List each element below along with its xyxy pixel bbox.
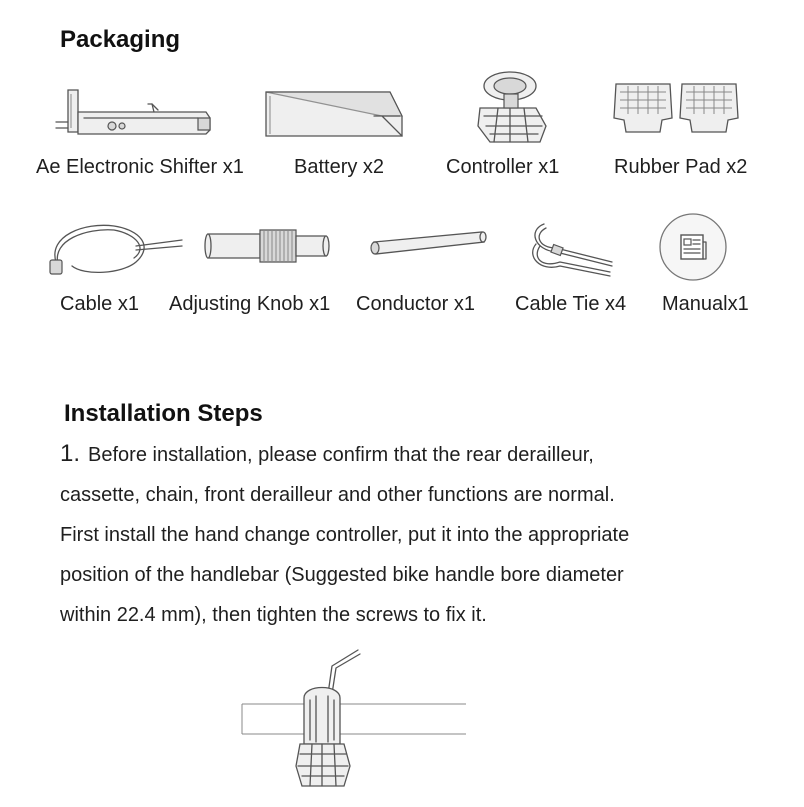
caption-electronic-shifter: Ae Electronic Shifter x1 xyxy=(36,156,244,178)
caption-battery: Battery x2 xyxy=(294,156,385,178)
handlebar-controller-installation-icon xyxy=(240,646,470,804)
manual-icon xyxy=(658,212,728,282)
caption-cable-tie: Cable Tie x4 xyxy=(515,293,627,315)
step-1-line-3: First install the hand change controller, put it into the appropriate xyxy=(60,524,630,546)
installation-title: Installation Steps xyxy=(64,400,263,427)
step-text: Before installation, please confirm that the rear derailleur, xyxy=(88,444,594,466)
adjusting-knob-icon xyxy=(204,226,332,266)
conductor-icon xyxy=(368,228,488,262)
electronic-shifter-icon xyxy=(48,84,216,144)
packaging-title: Packaging xyxy=(60,26,181,53)
rubber-pad-icon xyxy=(610,78,740,138)
caption-controller: Controller x1 xyxy=(446,156,560,178)
step-1-line-5: within 22.4 mm), then tighten the screws to fix it. xyxy=(60,604,487,626)
caption-manual: Manualx1 xyxy=(662,293,749,315)
caption-rubber-pad: Rubber Pad x2 xyxy=(614,156,748,178)
caption-conductor: Conductor x1 xyxy=(356,293,475,315)
caption-adjusting-knob: Adjusting Knob x1 xyxy=(169,293,331,315)
cable-icon xyxy=(44,216,186,282)
battery-icon xyxy=(262,84,408,144)
step-1-line-1 xyxy=(60,440,594,468)
caption-cable: Cable x1 xyxy=(60,293,139,315)
cable-tie-icon xyxy=(526,216,618,284)
controller-icon xyxy=(470,68,552,148)
step-1-line-4: position of the handlebar (Suggested bike handle bore diameter xyxy=(60,564,624,586)
step-number: 1. xyxy=(60,440,81,467)
step-1-line-2: cassette, chain, front derailleur and other functions are normal. xyxy=(60,484,615,506)
